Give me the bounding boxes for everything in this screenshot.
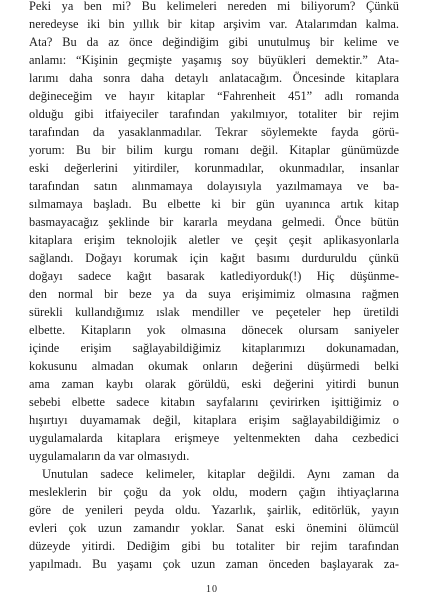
text-line: sürekli kullandığımız ıslak mendiller ve peçeteler hep üretildi bbox=[29, 305, 399, 319]
text-line: ama zaman kaybı olarak görüldü, eski değerini yitirdi bunun bbox=[29, 377, 399, 391]
text-line: kokusunu almadan okumak onların değerini düşürmedi belki bbox=[29, 359, 399, 373]
text-line: eski değerlerini yitirdiler, korunmadılar, okunmadılar, insanlar bbox=[29, 161, 399, 175]
text-line: hışırtıyı duyamamak değil, kitaplara erişim sağlayabildiğimiz o bbox=[29, 413, 399, 427]
text-line: mesleklerin bir çoğu da yok oldu, modern çağın ihtiyaçlarına bbox=[29, 485, 399, 499]
text-line: neredeyse iki bin yıllık bir kitap arşivim var. Atalarımdan kalma. bbox=[29, 17, 399, 31]
text-line: larımı daha sonra daha detaylı anlatacağım. Öncesinde kitaplara bbox=[29, 71, 399, 85]
body-text bbox=[29, 0, 399, 573]
text-line: uygulamalarda kitaplara erişmeye yeltenmekten daha cezbedici bbox=[29, 431, 399, 445]
text-line: düzeyde yitirdi. Dediğim gibi bu totaliter bir rejim tarafından bbox=[29, 539, 399, 553]
paragraph bbox=[29, 465, 399, 573]
text-line: kitaplara erişim teknolojik aletler ve çeşit çeşit aplikasyonlarla bbox=[29, 233, 399, 247]
text-line: Peki ya ben mi? Bu kelimeleri nereden mi biliyorum? Çünkü bbox=[29, 0, 399, 13]
text-line: evleri çok uzun zamandır yoklar. Sanat eski önemini ölümcül bbox=[29, 521, 399, 535]
paragraph bbox=[29, 0, 399, 465]
text-line: anlamı: “Kişinin geçmişte yaşamış soy büyükleri demektir.” Ata- bbox=[29, 53, 399, 67]
text-line: olduğu gibi itfaiyeciler tarafından yakılmıyor, totaliter bir rejim bbox=[29, 107, 399, 121]
text-line: göre de yenileri peyda oldu. Yazarlık, şairlik, editörlük, yayın bbox=[29, 503, 399, 517]
text-line: tarafından satın alınmamaya dolayısıyla yazılmamaya ve ba- bbox=[29, 179, 399, 193]
text-line: sebebi elbette sadece kitabın sayfalarını çevirirken işittiğimiz o bbox=[29, 395, 399, 409]
text-line: tarafından da yasaklanmadılar. Tekrar söylemekte fayda görü- bbox=[29, 125, 399, 139]
text-line: elbette. Kitapların yok olmasına dönecek olursam saniyeler bbox=[29, 323, 399, 337]
text-line: yapılmadı. Bu yaşamı çok uzun zaman önceden başlayarak za- bbox=[29, 557, 399, 571]
text-line: den normal bir beze ya da suya erişimimiz olmasına rağmen bbox=[29, 287, 399, 301]
text-line: uygulamaların da var olmasıydı. bbox=[29, 449, 190, 463]
text-line: Ata? Bu da az önce değindiğim gibi unutulmuş bir kelime ve bbox=[29, 35, 399, 49]
text-line: sılmamaya başladı. Bu elbette ki bir gün uyanınca artık kitap bbox=[29, 197, 399, 211]
text-line: sağlandı. Doğayı korumak için kağıt basımı durduruldu çünkü bbox=[29, 251, 399, 265]
text-line: değineceğim ve hayır kitaplar “Fahrenheit 451” adlı romanda bbox=[29, 89, 399, 103]
text-line: içinde erişim sağlayabildiğimiz kitaplarımızı dokunamadan, bbox=[29, 341, 399, 355]
text-line: basmayacağız şeklinde bir kararla meydana gelmedi. Önce bütün bbox=[29, 215, 399, 229]
page-number: 10 bbox=[206, 584, 218, 595]
text-line: Unutulan sadece kelimeler, kitaplar değildi. Aynı zaman da bbox=[42, 467, 399, 481]
text-line: yorum: Bu bir bilim kurgu romanı değil. Kitaplar günümüzde bbox=[29, 143, 399, 157]
text-line: doğayı sadece kağıt basarak katlediyorduk(!) Hiç düşünme- bbox=[29, 269, 399, 283]
